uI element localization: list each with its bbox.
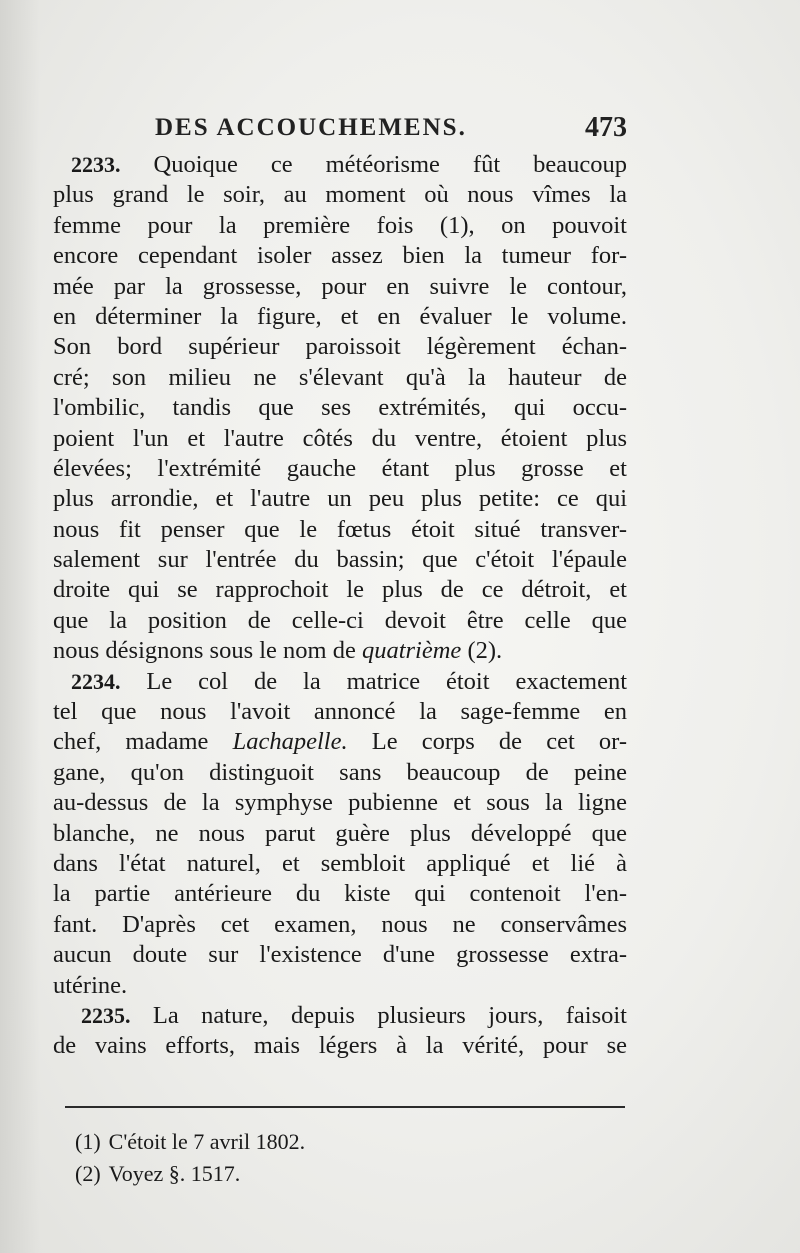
text-line: chef, madame Lachapelle. Le corps de cet or- — [53, 728, 627, 756]
text-line: gane, qu'on distinguoit sans beaucoup de peine — [53, 758, 627, 786]
text-line: la partie antérieure du kiste qui contenoit l'en- — [53, 880, 627, 908]
footnote-text: C'étoit le 7 avril 1802. — [108, 1129, 306, 1154]
text-line: nous fit penser que le fœtus étoit situé transver- — [53, 515, 627, 543]
text-line: élevées; l'extrémité gauche étant plus grosse et — [53, 454, 627, 482]
text-line: poient l'un et l'autre côtés du ventre, étoient plus — [53, 424, 627, 452]
paragraph-number: 2234. — [71, 668, 121, 694]
text-line: au-dessus de la symphyse pubienne et sous la ligne — [53, 789, 627, 817]
page-gutter-shadow — [0, 0, 40, 1253]
italic-term: quatrième — [361, 637, 462, 665]
footnote-text: Voyez §. 1517. — [108, 1161, 241, 1186]
text-line: de vains efforts, mais légers à la vérité, pour se — [53, 1032, 627, 1060]
text-line: 2233. Quoique ce météorisme fût beaucoup — [71, 151, 627, 178]
text-line: cré; son milieu ne s'élevant qu'à la hauteur de — [53, 363, 627, 391]
text-line: femme pour la première fois (1), on pouvoit — [53, 211, 627, 239]
text-line: plus grand le soir, au moment où nous vîmes la — [53, 181, 627, 209]
paragraph-number: 2235. — [81, 1002, 131, 1028]
running-title: DES ACCOUCHEMENS. — [155, 114, 467, 141]
footnote-marker: (1) — [75, 1129, 101, 1154]
text-line: blanche, ne nous parut guère plus développé que — [53, 819, 627, 847]
text-line: salement sur l'entrée du bassin; que c'étoit l'épaule — [53, 546, 627, 574]
paragraph-number: 2233. — [71, 152, 121, 177]
text-line: en déterminer la figure, et en évaluer le volume. — [53, 302, 627, 330]
text-line: aucun doute sur l'existence d'une grossesse extra- — [53, 941, 627, 969]
text-line: plus arrondie, et l'autre un peu plus petite: ce qui — [53, 485, 627, 513]
text-line: encore cependant isoler assez bien la tumeur for- — [53, 242, 627, 270]
text-line: 2235. La nature, depuis plusieurs jours, faisoit — [81, 1001, 627, 1029]
text-line: nous désignons sous le nom de quatrième (2). — [53, 637, 503, 665]
text-line: Son bord supérieur paroissoit légèrement échan- — [53, 333, 627, 361]
footnotes — [75, 1126, 575, 1190]
text-line: mée par la grossesse, pour en suivre le contour, — [53, 272, 627, 300]
text-line: droite qui se rapprochoit le plus de ce détroit, et — [53, 576, 627, 604]
text-line: dans l'état naturel, et sembloit appliqué et lié à — [53, 849, 627, 877]
footnote — [75, 1126, 575, 1158]
text-line: l'ombilic, tandis que ses extrémités, qui occu- — [53, 394, 627, 422]
text-line: que la position de celle-ci devoit être celle que — [53, 606, 627, 634]
text-line: 2234. Le col de la matrice étoit exactement — [71, 667, 627, 695]
italic-name: Lachapelle. — [232, 728, 348, 756]
footnote-marker: (2) — [75, 1161, 101, 1186]
text-line: utérine. — [53, 971, 128, 999]
text-line: fant. D'après cet examen, nous ne conservâmes — [53, 910, 627, 938]
page-number: 473 — [585, 112, 627, 143]
page-header — [155, 110, 627, 150]
body-text — [53, 150, 627, 1062]
footnote-rule — [65, 1106, 625, 1108]
text-line: tel que nous l'avoit annoncé la sage-femme en — [53, 698, 627, 726]
footnote — [75, 1158, 575, 1190]
